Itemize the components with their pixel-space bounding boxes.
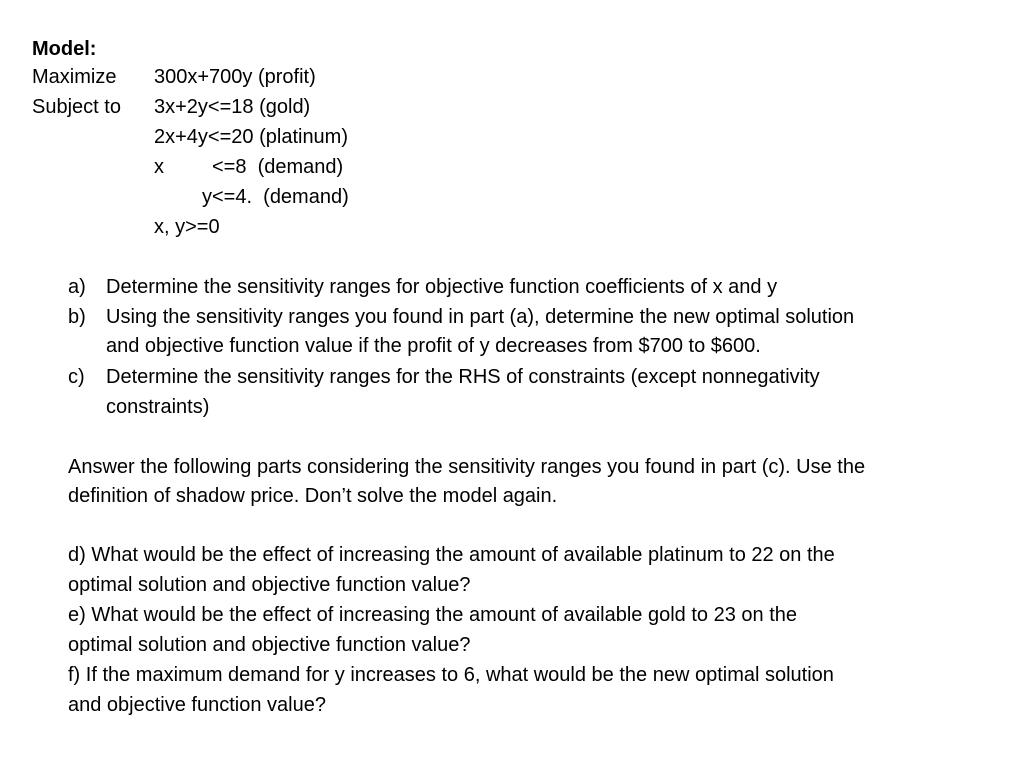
question-e-line1: e) What would be the effect of increasing the amount of available gold to 23 on the bbox=[68, 604, 797, 626]
question-e-line2: optimal solution and objective function value? bbox=[68, 634, 471, 656]
question-d-line1: d) What would be the effect of increasing the amount of available platinum to 22 on the bbox=[68, 544, 835, 566]
question-f-line2: and objective function value? bbox=[68, 694, 326, 716]
question-c-text-line1: Determine the sensitivity ranges for the RHS of constraints (except nonnegativity bbox=[106, 366, 820, 388]
model-heading: Model: bbox=[32, 38, 97, 60]
constraint-platinum: 2x+4y<=20 (platinum) bbox=[154, 126, 349, 148]
question-c-label: c) bbox=[68, 366, 85, 388]
instructions-line2: definition of shadow price. Don’t solve the model again. bbox=[68, 485, 558, 507]
question-a-text: Determine the sensitivity ranges for objective function coefficients of x and y bbox=[106, 276, 778, 298]
subject-to-label: Subject to bbox=[32, 96, 121, 118]
maximize-label: Maximize bbox=[32, 66, 117, 88]
question-b-label: b) bbox=[68, 306, 86, 328]
question-a-label: a) bbox=[68, 276, 86, 298]
demand-x-variable: x bbox=[154, 156, 164, 178]
instructions-line1: Answer the following parts considering the sensitivity ranges you found in part (c). Use the bbox=[68, 456, 866, 478]
constraint-demand-x: <=8 (demand) bbox=[212, 156, 344, 178]
question-b-text-line1: Using the sensitivity ranges you found in part (a), determine the new optimal solution bbox=[106, 306, 855, 328]
nonnegativity-constraint: x, y>=0 bbox=[154, 216, 220, 238]
question-f-line1: f) If the maximum demand for y increases to 6, what would be the new optimal solution bbox=[68, 664, 834, 686]
constraint-gold: 3x+2y<=18 (gold) bbox=[154, 96, 311, 118]
question-c-text-line2: constraints) bbox=[106, 396, 210, 418]
objective-function: 300x+700y (profit) bbox=[154, 66, 316, 88]
question-b-text-line2: and objective function value if the profit of y decreases from $700 to $600. bbox=[106, 335, 761, 357]
constraint-demand-y: y<=4. (demand) bbox=[202, 186, 349, 208]
question-d-line2: optimal solution and objective function value? bbox=[68, 574, 471, 596]
